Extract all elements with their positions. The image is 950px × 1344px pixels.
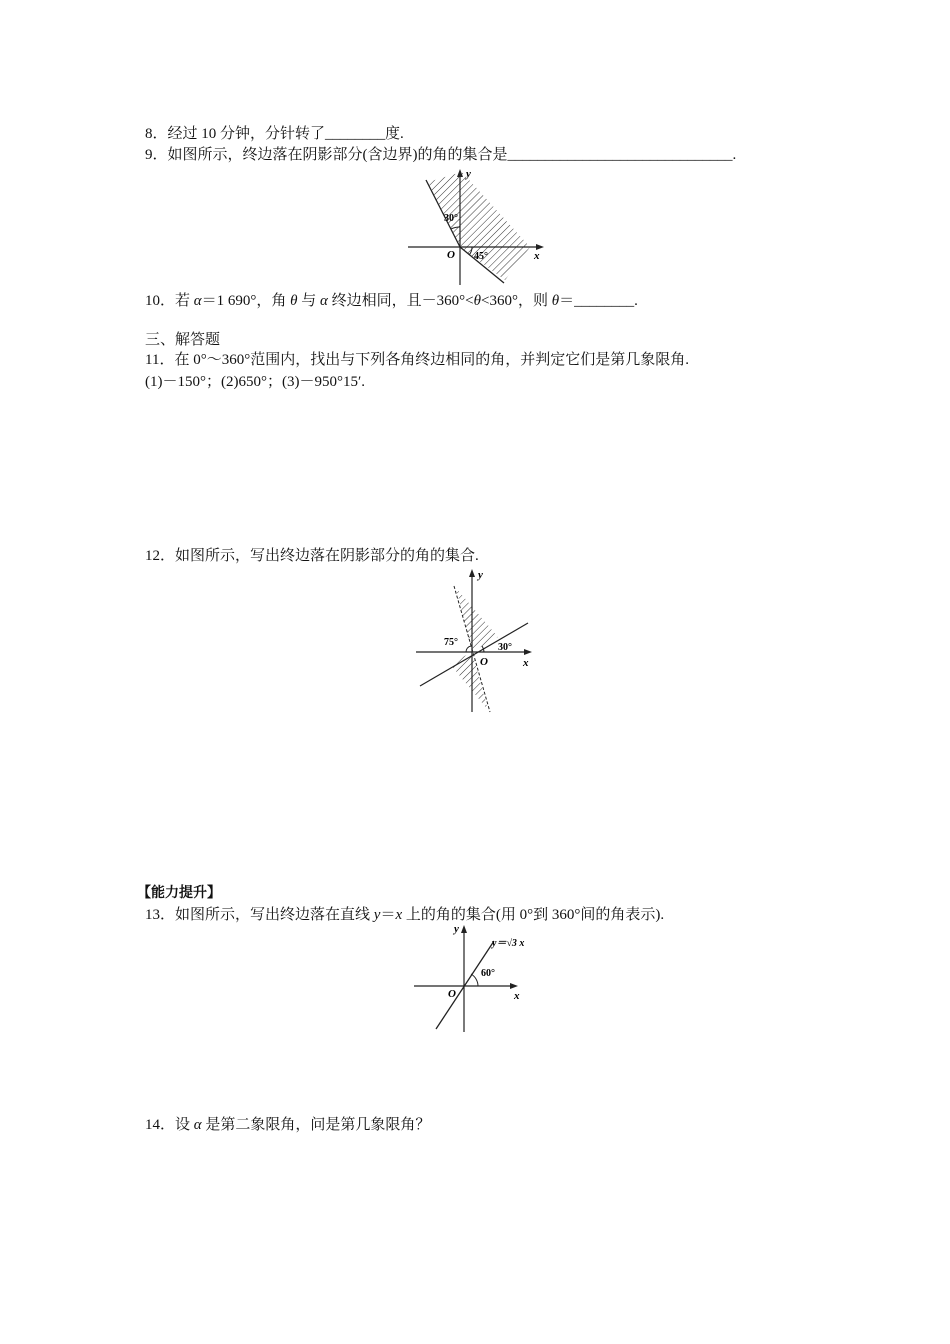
- origin-label: O: [447, 249, 455, 261]
- angle-arc-60: [471, 974, 478, 986]
- origin-label: O: [448, 988, 456, 1000]
- x-axis-label: x: [534, 250, 540, 262]
- y-axis-label: y: [478, 569, 483, 581]
- angle-label-60: 60°: [481, 968, 495, 979]
- question-14: 14．设 α 是第二象限角，问是第几象限角？: [145, 1117, 431, 1133]
- question-10: 10．若 α＝1 690°，角 θ 与 α 终边相同，且－360°<θ<360°，则 θ＝________.: [145, 293, 638, 309]
- y-arrow: [469, 569, 475, 577]
- shaded-region-upper: [456, 588, 498, 652]
- figure-q13: [408, 922, 548, 1037]
- angle-label-75: 75°: [444, 637, 458, 648]
- question-11: 11．在 0°～360°范围内，找出与下列各角终边相同的角，并判定它们是第几象限角.: [145, 352, 689, 368]
- figure-q12: [410, 562, 540, 714]
- angle-arc-75: [466, 646, 471, 652]
- y-axis-label: y: [454, 923, 459, 935]
- question-12: 12．如图所示，写出终边落在阴影部分的角的集合.: [145, 548, 479, 564]
- angle-label-45: 45°: [474, 251, 488, 262]
- angle-label-30: 30°: [444, 213, 458, 224]
- question-9: 9．如图所示，终边落在阴影部分(含边界)的角的集合是______________________________.: [145, 147, 737, 163]
- shaded-region: [428, 172, 530, 280]
- line-y-sqrt3x: [436, 941, 494, 1029]
- y-axis-label: y: [466, 168, 471, 180]
- question-11-parts: (1)－150°；(2)650°；(3)－950°15′.: [145, 374, 365, 390]
- figure-q9: [400, 165, 550, 290]
- x-arrow: [510, 983, 518, 989]
- origin-label: O: [480, 656, 488, 668]
- angle-label-30: 30°: [498, 642, 512, 653]
- x-axis-label: x: [514, 990, 520, 1002]
- x-axis-label: x: [523, 657, 529, 669]
- question-8: 8．经过 10 分钟，分针转了________度.: [145, 126, 404, 142]
- y-arrow: [461, 925, 467, 933]
- x-arrow: [524, 649, 532, 655]
- line-equation-label: y＝√3 x: [492, 938, 525, 949]
- section-title-ability: 【能力提升】: [137, 885, 221, 901]
- question-13: 13．如图所示，写出终边落在直线 y＝x 上的角的集合(用 0°到 360°间的角表示).: [145, 907, 665, 923]
- section-title-answers: 三、解答题: [145, 332, 221, 348]
